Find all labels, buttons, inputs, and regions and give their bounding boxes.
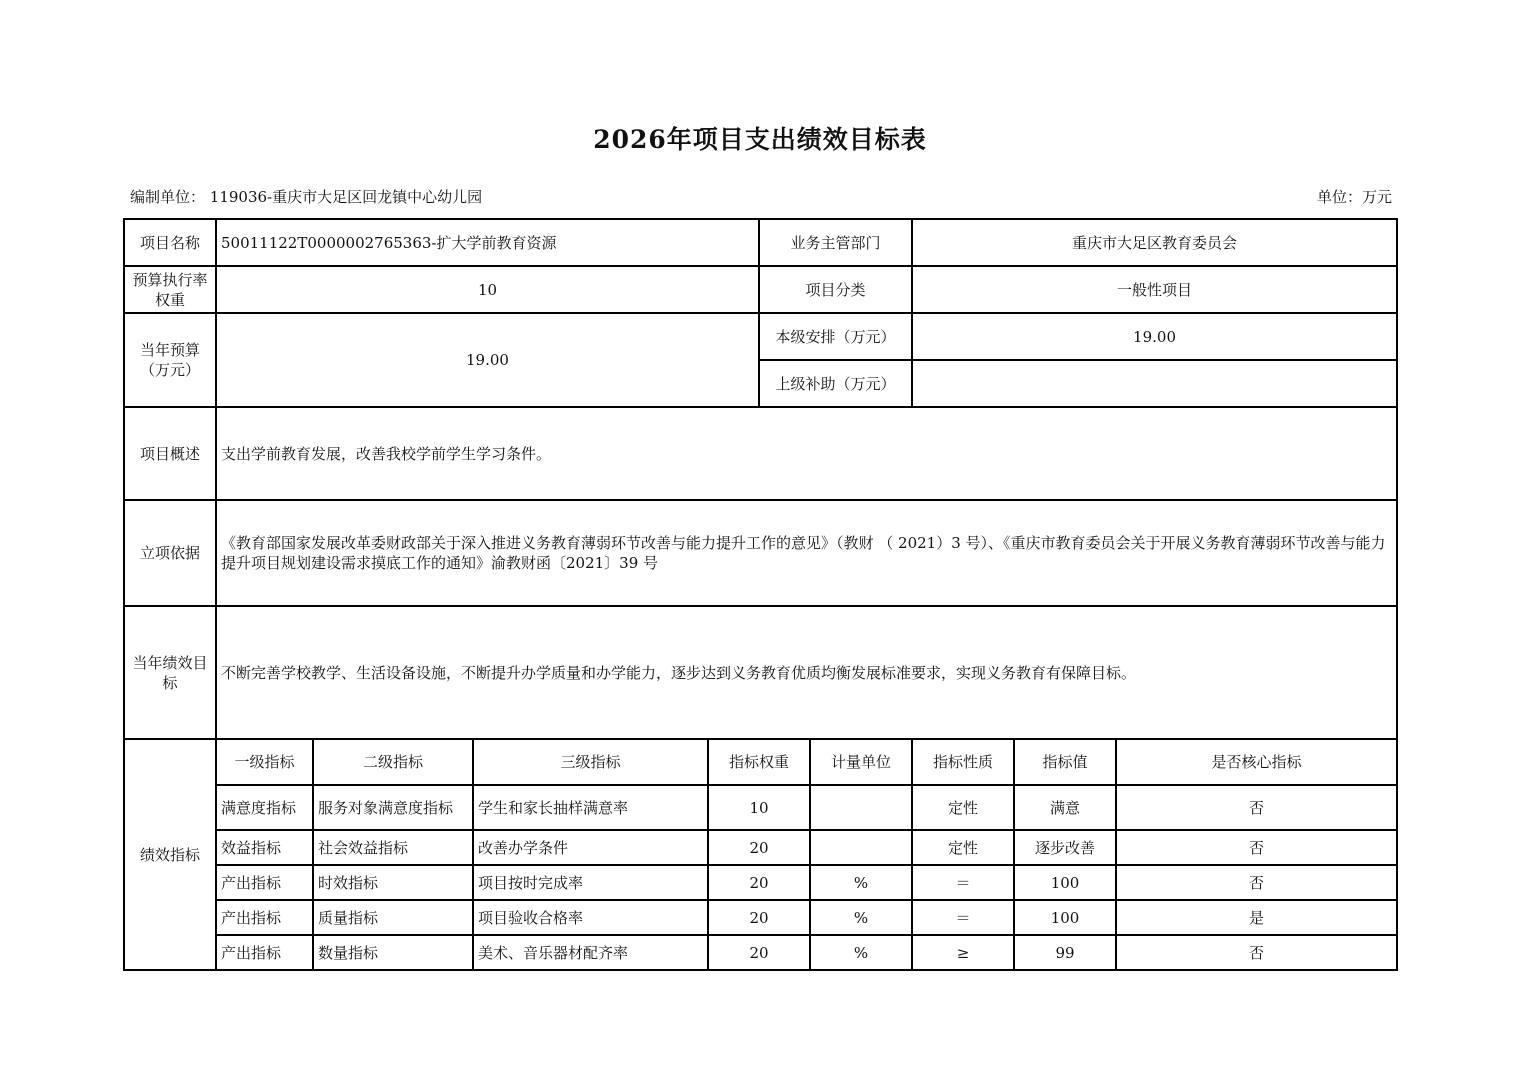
nature-cell: 定性 [912,830,1014,865]
unit-label: 单位： [1316,188,1362,206]
subsidy-value [912,360,1397,407]
overview-value: 支出学前教育发展，改善我校学前学生学习条件。 [216,407,1397,500]
nature-cell: ≥ [912,935,1014,970]
weight-cell: 20 [708,935,810,970]
category-label: 项目分类 [759,266,912,313]
header-core: 是否核心指标 [1116,739,1397,785]
goal-label: 当年绩效目标 [124,606,216,739]
basis-value: 《教育部国家发展改革委财政部关于深入推进义务教育薄弱环节改善与能力提升工作的意见》（教财 （ 2021）3 号）、《重庆市教育委员会关于开展义务教育薄弱环节改善与能力提升项目规划建设需求摸底工作的通知》渝教财函〔2021〕39 号 [216,500,1397,606]
core-cell: 否 [1116,935,1397,970]
weight-value: 10 [216,266,759,313]
org-value: 119036-重庆市大足区回龙镇中心幼儿园 [209,188,483,206]
level1-cell: 产出指标 [216,900,313,935]
value-cell: 逐步改善 [1014,830,1116,865]
weight-label: 预算执行率权重 [124,266,216,313]
unit-cell: % [810,900,912,935]
table-row [124,830,1397,865]
level2-cell: 质量指标 [313,900,473,935]
unit-cell [810,785,912,830]
value-cell: 满意 [1014,785,1116,830]
level3-cell: 项目验收合格率 [473,900,708,935]
nature-cell: ＝ [912,900,1014,935]
unit-cell [810,830,912,865]
unit-info [1317,186,1392,207]
header-unit: 计量单位 [810,739,912,785]
dept-label: 业务主管部门 [759,219,912,266]
table-row [124,900,1397,935]
local-funding-label: 本级安排（万元） [759,313,912,360]
indicators-section-label: 绩效指标 [124,739,216,970]
level1-cell: 效益指标 [216,830,313,865]
header-level1: 一级指标 [216,739,313,785]
level3-cell: 改善办学条件 [473,830,708,865]
level2-cell: 社会效益指标 [313,830,473,865]
level2-cell: 时效指标 [313,865,473,900]
weight-cell: 20 [708,865,810,900]
core-cell: 是 [1116,900,1397,935]
indicator-header-row [124,739,1397,785]
weight-cell: 10 [708,785,810,830]
nature-cell: ＝ [912,865,1014,900]
value-cell: 100 [1014,865,1116,900]
level3-cell: 美术、音乐器材配齐率 [473,935,708,970]
basis-label: 立项依据 [124,500,216,606]
org-label: 编制单位： [130,188,206,206]
level2-cell: 数量指标 [313,935,473,970]
core-cell: 否 [1116,830,1397,865]
performance-table [123,218,1398,971]
level1-cell: 满意度指标 [216,785,313,830]
dept-value: 重庆市大足区教育委员会 [912,219,1397,266]
level3-cell: 学生和家长抽样满意率 [473,785,708,830]
level3-cell: 项目按时完成率 [473,865,708,900]
weight-cell: 20 [708,830,810,865]
table-row [124,935,1397,970]
org-info [130,186,482,207]
category-value: 一般性项目 [912,266,1397,313]
page-title: 2026年项目支出绩效目标表 [593,125,927,154]
table-row [124,865,1397,900]
core-cell: 否 [1116,865,1397,900]
value-cell: 100 [1014,900,1116,935]
level1-cell: 产出指标 [216,865,313,900]
header-value: 指标值 [1014,739,1116,785]
nature-cell: 定性 [912,785,1014,830]
weight-cell: 20 [708,900,810,935]
project-name-value: 50011122T000000276​5363-扩大学前教育资源 [216,219,759,266]
value-cell: 99 [1014,935,1116,970]
header-level2: 二级指标 [313,739,473,785]
local-funding-value: 19.00 [912,313,1397,360]
level1-cell: 产出指标 [216,935,313,970]
subsidy-label: 上级补助（万元） [759,360,912,407]
unit-cell: % [810,935,912,970]
header-nature: 指标性质 [912,739,1014,785]
project-name-label: 项目名称 [124,219,216,266]
header-level3: 三级指标 [473,739,708,785]
overview-label: 项目概述 [124,407,216,500]
core-cell: 否 [1116,785,1397,830]
budget-value: 19.00 [216,313,759,407]
unit-cell: % [810,865,912,900]
unit-value: 万元 [1361,188,1392,206]
level2-cell: 服务对象满意度指标 [313,785,473,830]
header-weight: 指标权重 [708,739,810,785]
table-row [124,785,1397,830]
goal-value: 不断完善学校教学、生活设备设施，不断提升办学质量和办学能力，逐步达到义务教育优质均衡发展标准要求，实现义务教育有保障目标。 [216,606,1397,739]
budget-label: 当年预算（万元） [124,313,216,407]
